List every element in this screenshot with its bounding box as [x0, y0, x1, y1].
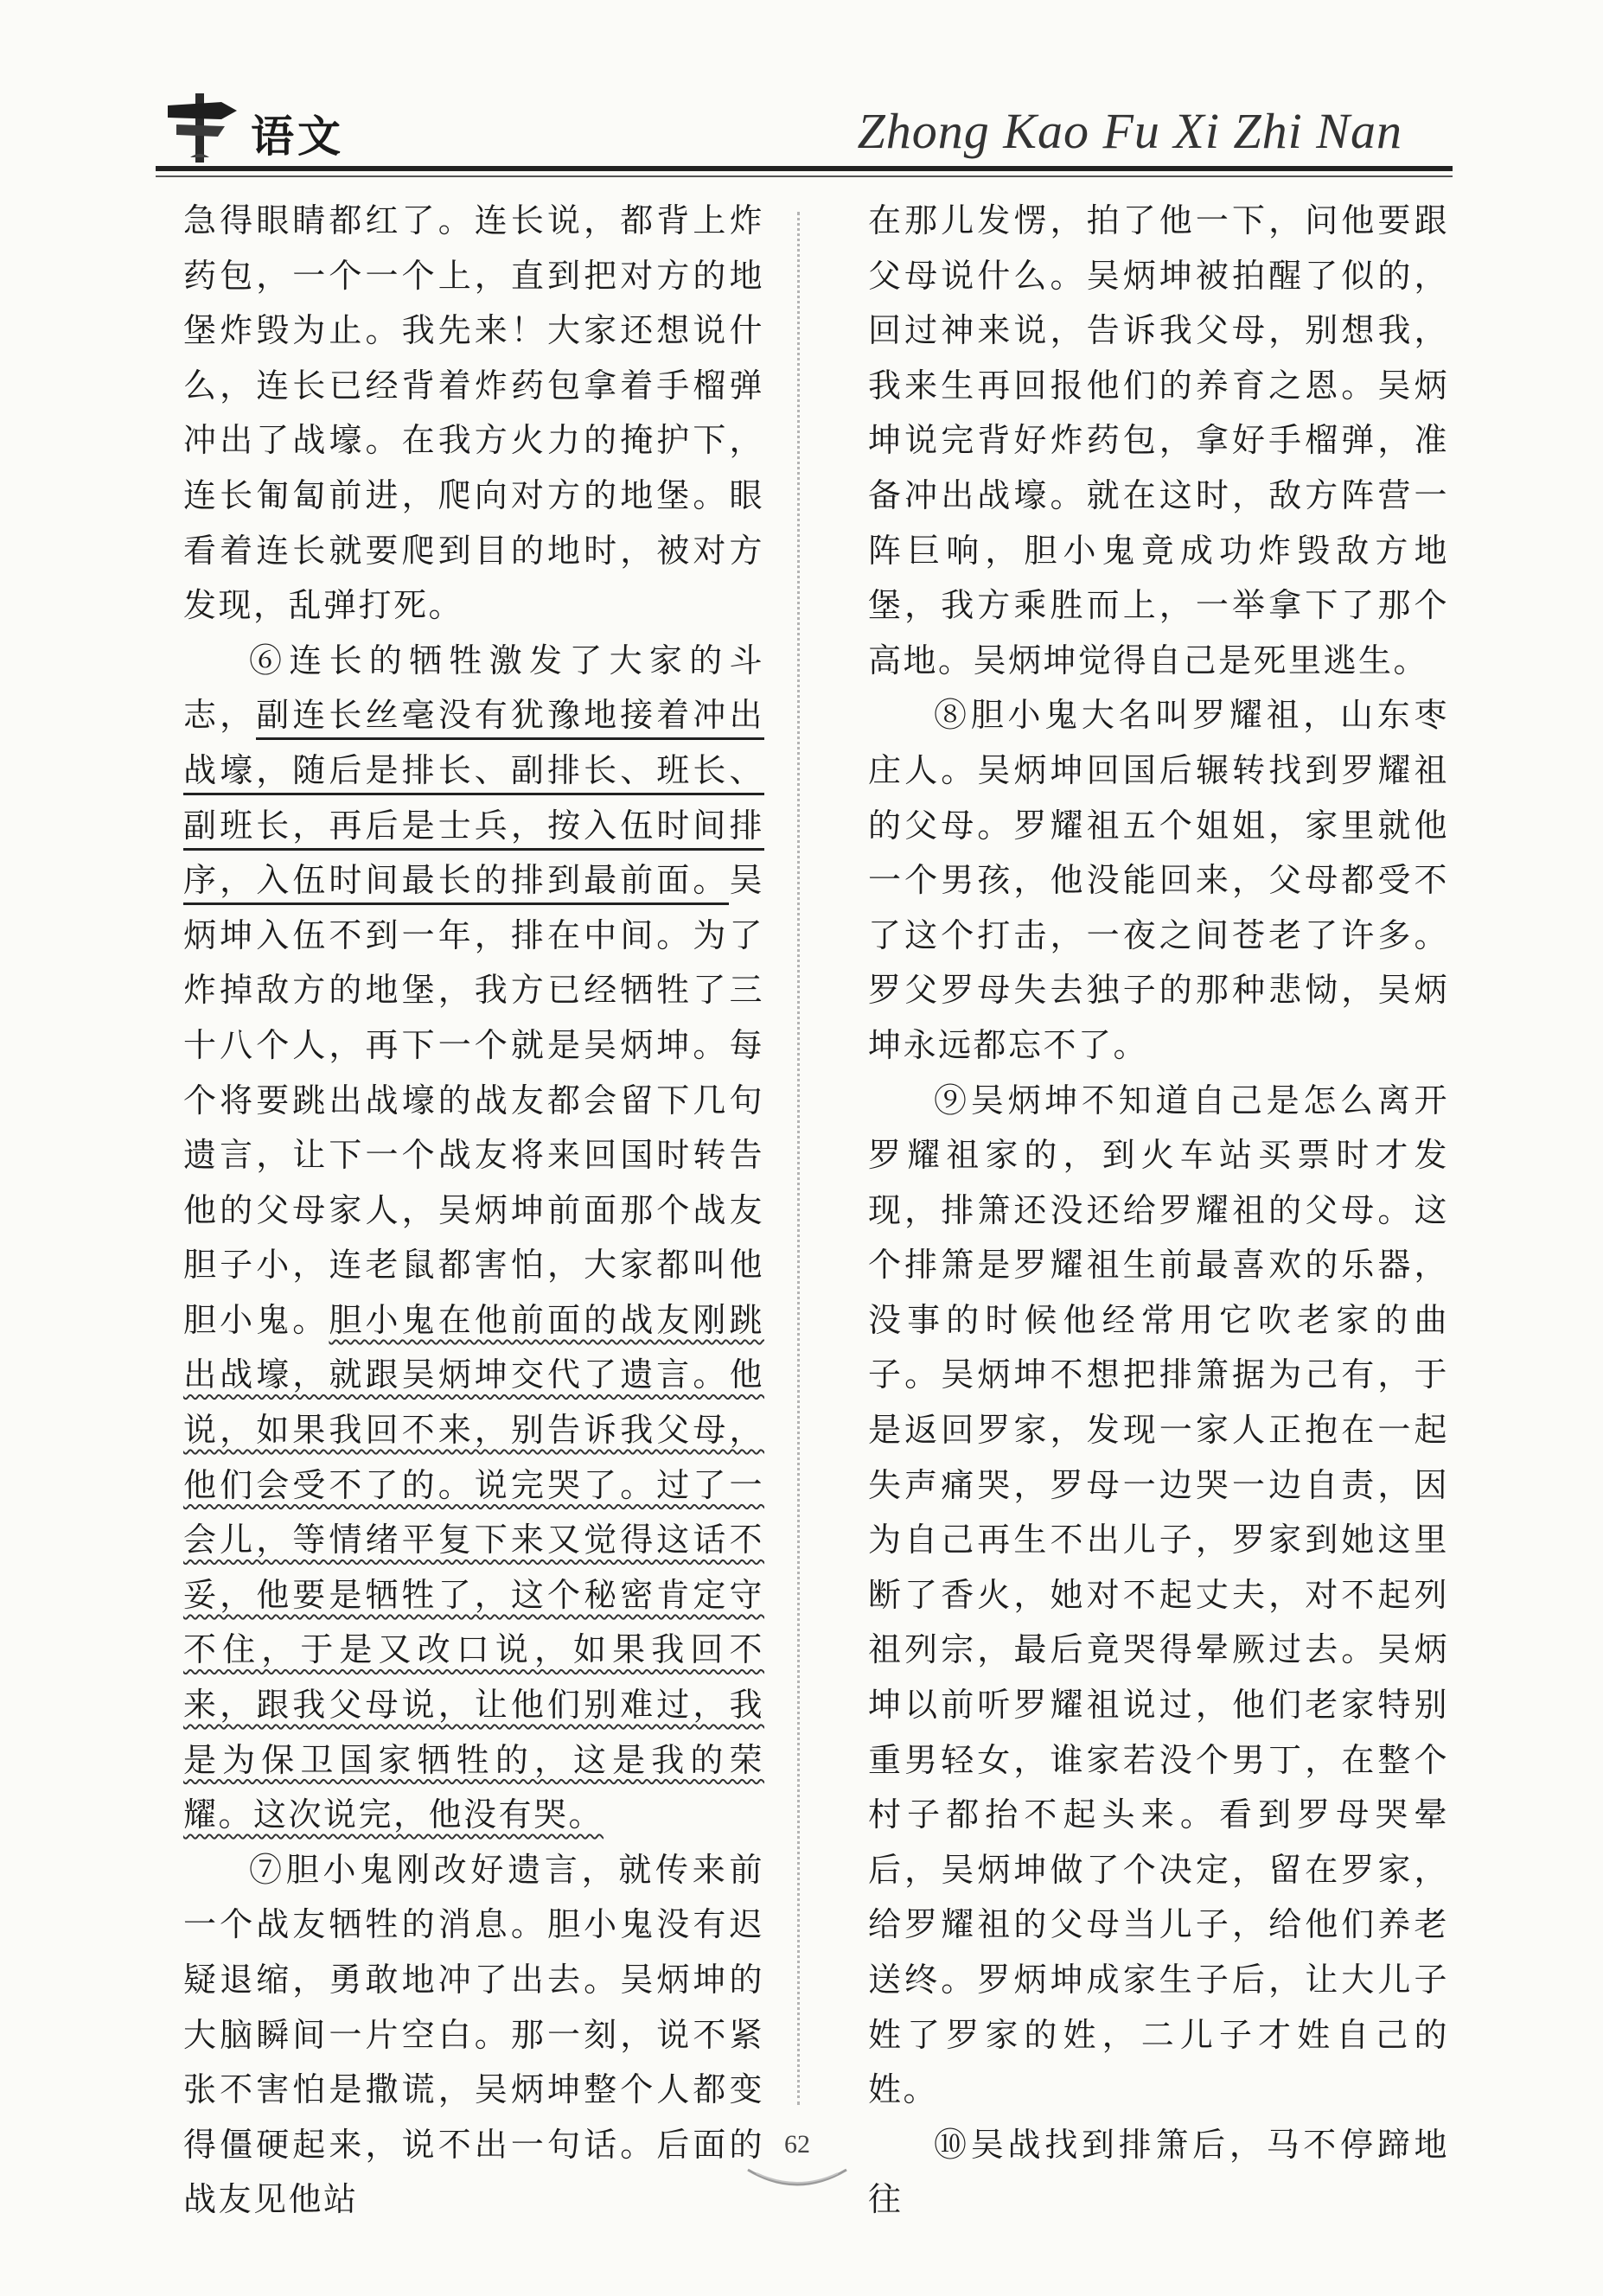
- p6-middle: 吴炳坤入伍不到一年，排在中间。为了炸掉敌方的地堡，我方已经牺牲了三十八个人，再下一个就是吴炳坤。每个将要跳出战壕的战友都会留下几句遗言，让下一个战友将来回国时转告他的父母家人，吴炳坤前面那个战友胆子小，连老鼠都害怕，大家都叫他胆小鬼。: [183, 861, 764, 1339]
- column-divider: [797, 212, 800, 2105]
- subject-title: 语文: [251, 111, 344, 162]
- paragraph-9: ⑨吴炳坤不知道自己是怎么离开罗耀祖家的，到火车站买票时才发现，排箫还没还给罗耀祖的父母。这个排箫是罗耀祖生前最喜欢的乐器，没事的时候他经常用它吹老家的曲子。吴炳坤不想把排箫据为己有，于是返回罗家，发现一家人正抱在一起失声痛哭，罗母一边哭一边自责，因为自己再生不出儿子，罗家到她这里断了香火，她对不起丈夫，对不起列祖列宗，最后竟哭得晕厥过去。吴炳坤以前听罗耀祖说过，他们老家特别重男轻女，谁家若没个男丁，在整个村子都抬不起头来。看到罗母哭晕后，吴炳坤做了个决定，留在罗家，给罗耀祖的父母当儿子，给他们养老送终。罗炳坤成家生子后，让大儿子姓了罗家的姓，二儿子才姓自己的姓。: [868, 1081, 1449, 2109]
- p6-lead: ⑥连长的牺牲激发了大家的斗志，: [183, 641, 764, 735]
- paragraph-8: ⑧胆小鬼大名叫罗耀祖，山东枣庄人。吴炳坤回国后辗转找到罗耀祖的父母。罗耀祖五个姐姐，家里就他一个男孩，他没能回来，父母都受不了这个打击，一夜之间苍老了许多。罗父罗母失去独子的那种悲恸，吴炳坤永远都忘不了。: [868, 696, 1449, 1064]
- series-title: Zhong Kao Fu Xi Zhi Nan: [857, 103, 1402, 159]
- header-rule-thin: [156, 175, 1453, 177]
- p6-underlined-text: 副连长丝毫没有犹豫地接着冲出战壕，随后是排长、副排长、班长、副班长，再后是士兵，按入伍时间排序，入伍时间最长的排到最前面。: [183, 696, 764, 905]
- page-number: 62: [784, 2130, 810, 2159]
- header-rule: [156, 166, 1453, 171]
- left-column: [183, 194, 764, 2228]
- paragraph-7-end: 在那儿发愣，拍了他一下，问他要跟父母说什么。吴炳坤被拍醒了似的，回过神来说，告诉我父母，别想我，我来生再回报他们的养育之恩。吴炳坤说完背好炸药包，拿好手榴弹，准备冲出战壕。就在这时，敌方阵营一阵巨响，胆小鬼竟成功炸毁敌方地堡，我方乘胜而上，一举拿下了那个高地。吴炳坤觉得自己是死里逃生。: [868, 201, 1449, 679]
- paragraph-7: ⑦胆小鬼刚改好遗言，就传来前一个战友牺牲的消息。胆小鬼没有迟疑退缩，勇敢地冲了出去。吴炳坤的大脑瞬间一片空白。那一刻，说不紧张不害怕是撒谎，吴炳坤整个人都变得僵硬起来，说不出一句话。后面的战友见他站: [183, 1850, 764, 2219]
- signpost-logo-icon: [164, 86, 242, 164]
- p6-wavy-underlined-text: 胆小鬼在他前面的战友刚跳出战壕，就跟吴炳坤交代了遗言。他说，如果我回不来，别告诉我父母，他们会受不了的。说完哭了。过了一会儿，等情绪平复下来又觉得这话不妥，他要是牺牲了，这个秘密肯定守不住，于是又改口说，如果我回不来，跟我父母说，让他们别难过，我是为保卫国家牺牲的，这是我的荣耀。这次说完，他没有哭。: [183, 1300, 764, 1834]
- page-footer: [741, 2120, 853, 2197]
- right-column: [868, 194, 1449, 2228]
- paragraph-6: [183, 634, 764, 1843]
- page-header: [0, 0, 1603, 173]
- paragraph-5-end: 急得眼睛都红了。连长说，都背上炸药包，一个一个上，直到把对方的地堡炸毁为止。我先来！大家还想说什么，连长已经背着炸药包拿着手榴弹冲出了战壕。在我方火力的掩护下，连长匍匐前进，爬向对方的地堡。眼看着连长就要爬到目的地时，被对方发现，乱弹打死。: [183, 201, 764, 625]
- paragraph-10: ⑩吴战找到排箫后，马不停蹄地往: [868, 2125, 1449, 2219]
